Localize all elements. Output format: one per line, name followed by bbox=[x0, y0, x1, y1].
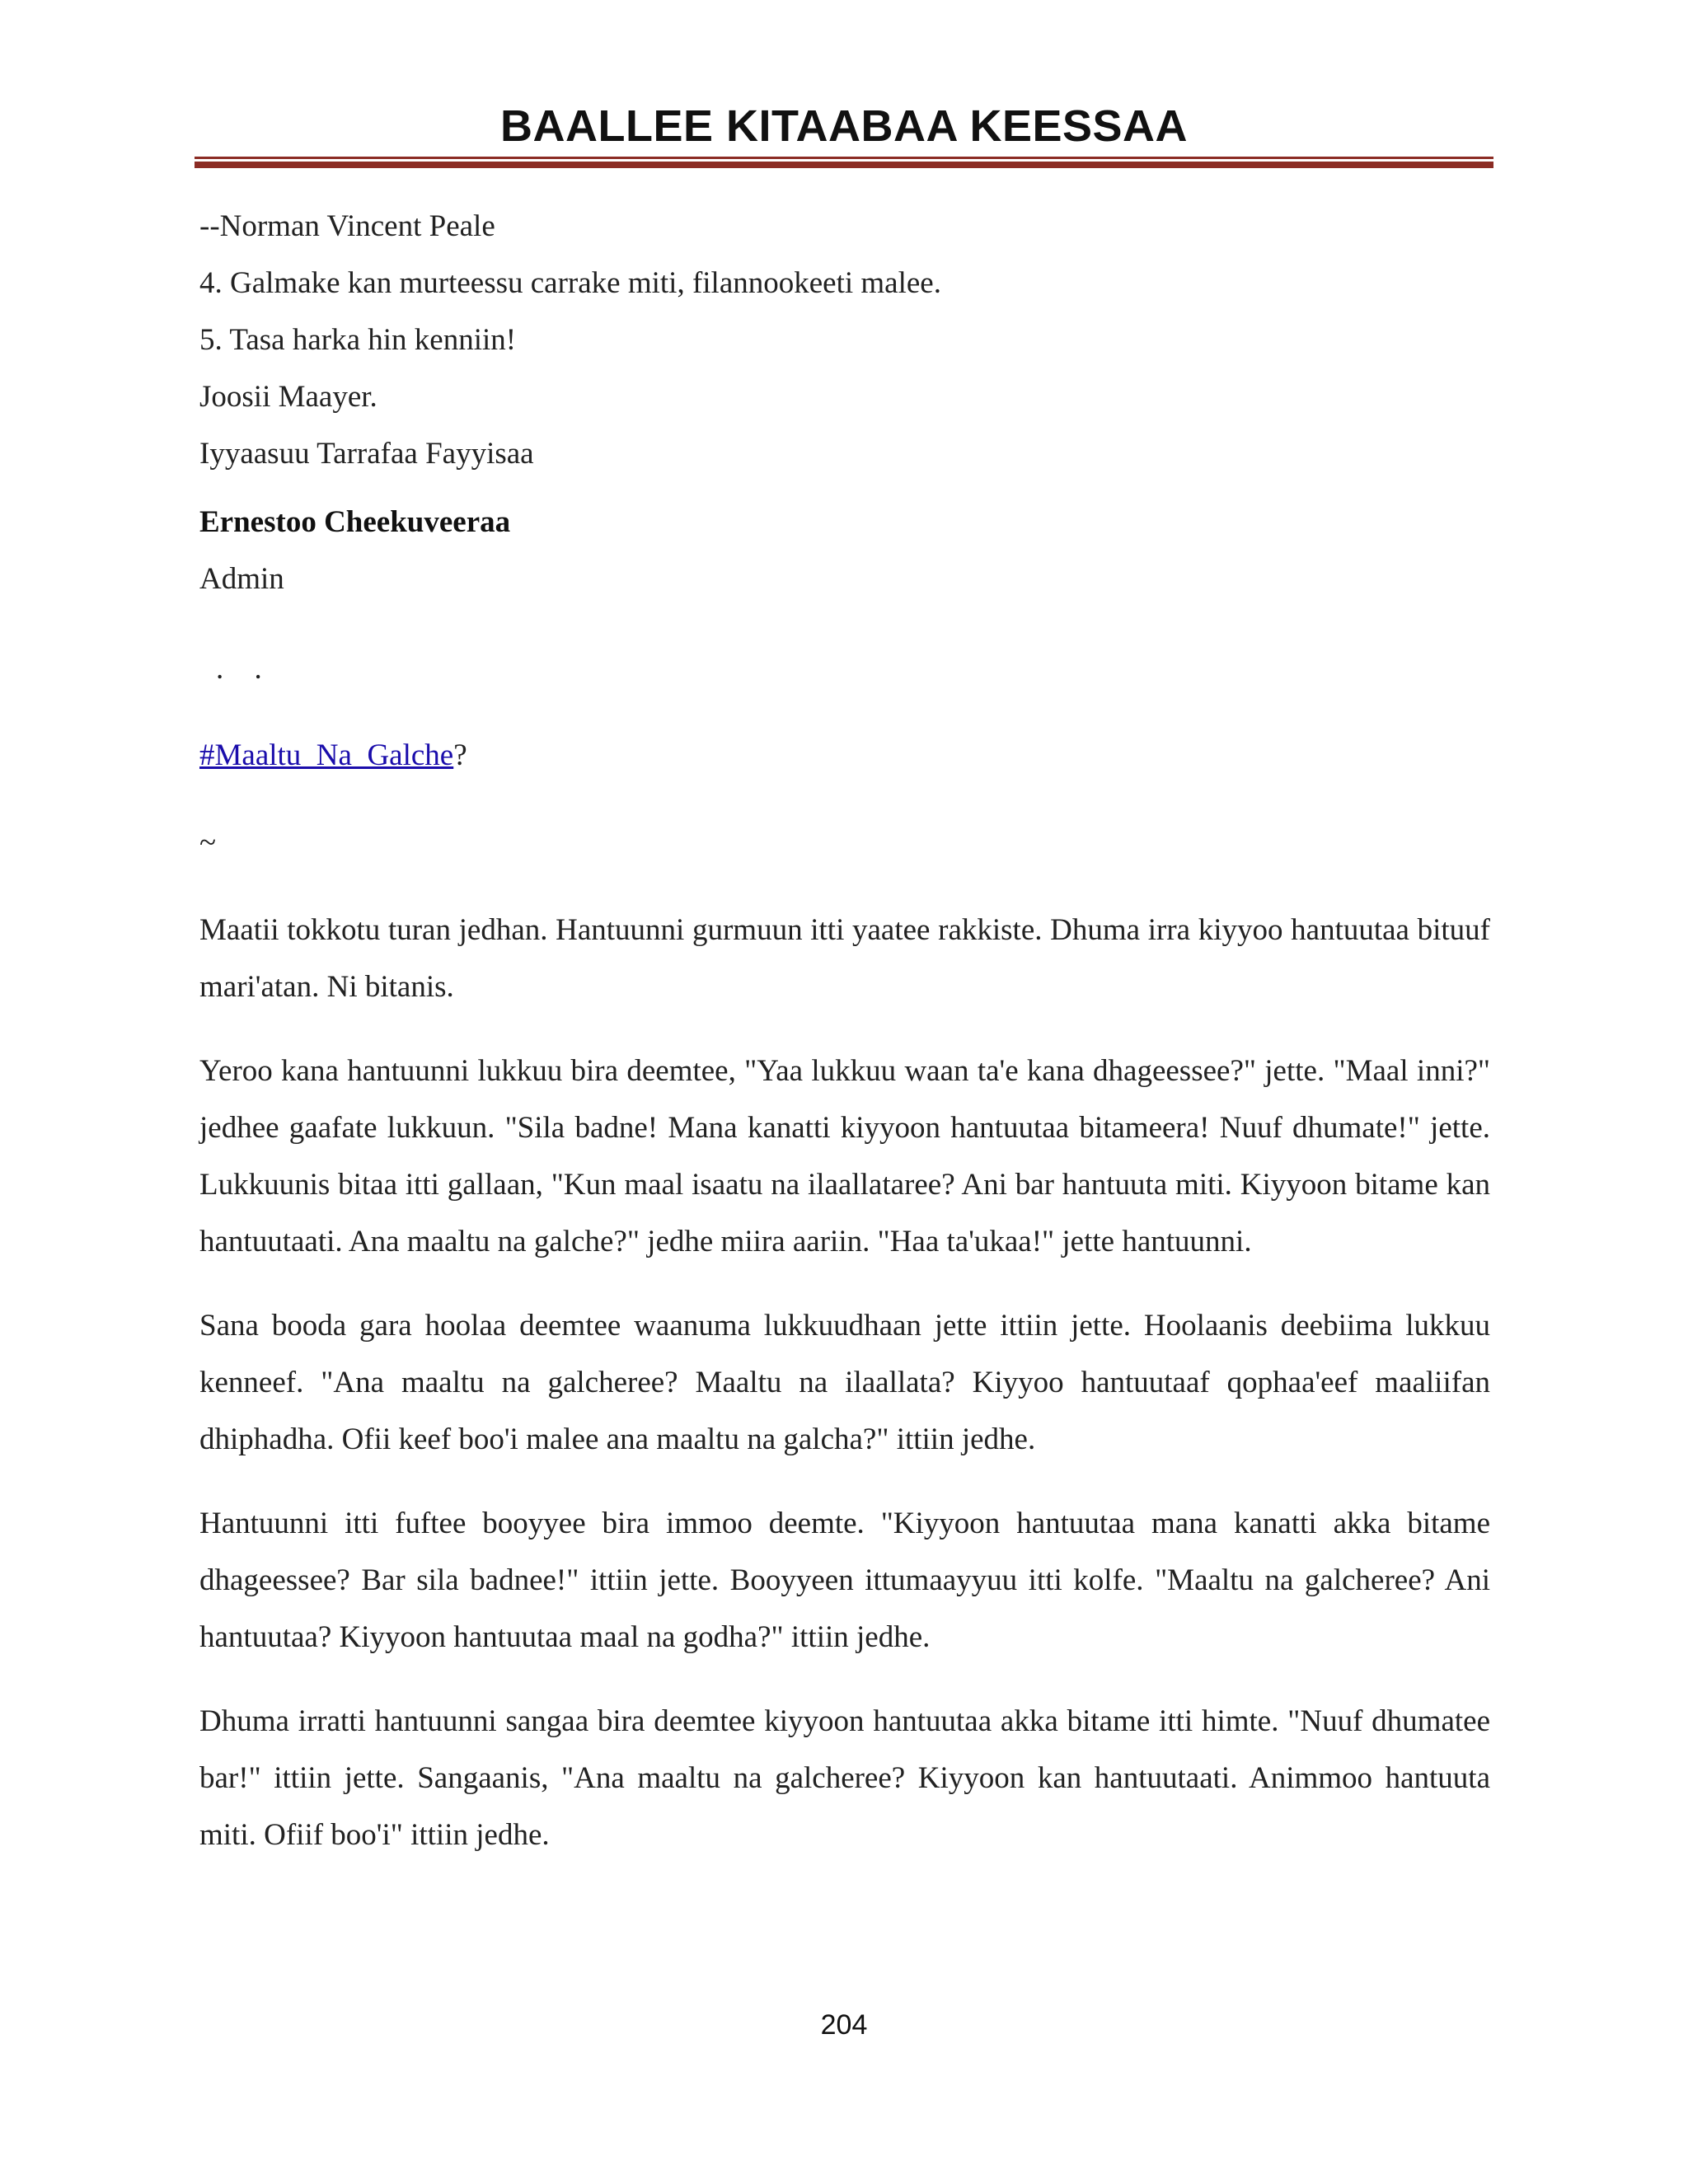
quote-attribution: --Norman Vincent Peale bbox=[199, 209, 495, 243]
page-header bbox=[195, 99, 1493, 168]
tilde-separator: ~ bbox=[199, 826, 217, 860]
page-number: 204 bbox=[820, 2009, 868, 2041]
list-item-5: 5. Tasa harka hin kenniin! bbox=[199, 323, 517, 357]
header-rule-thick bbox=[195, 162, 1493, 168]
page-content bbox=[199, 198, 1490, 1863]
story-paragraph-5: Dhuma irratti hantuunni sangaa bira deemtee kiyyoon hantuutaa akka bitame itti himte. "Nuuf dhumatee bar!" ittiin jette. Sangaanis, "Ana maaltu na galcheree? Kiyyoon kan hantuutaati. Animmoo hantuuta miti. Ofiif boo'i" ittiin jedhe. bbox=[199, 1704, 1490, 1852]
story-paragraph-1: Maatii tokkotu turan jedhan. Hantuunni gurmuun itti yaatee rakkiste. Dhuma irra kiyyoo hantuutaa bituuf mari'atan. Ni bitanis. bbox=[199, 913, 1490, 1004]
hashtag-line bbox=[199, 727, 1490, 784]
header-rule-thin bbox=[195, 157, 1493, 159]
author-role: Admin bbox=[199, 562, 284, 596]
story-paragraph-3: Sana booda gara hoolaa deemtee waanuma lukkuudhaan jette ittiin jette. Hoolaanis deebiima lukkuu kenneef. "Ana maaltu na galcheree? Maaltu na ilaallata? Kiyyoo hantuutaaf qophaa'eef maaliifan dhiphadha. Ofii keef boo'i malee ana maaltu na galcha?" ittiin jedhe. bbox=[199, 1309, 1490, 1456]
story-paragraph-4: Hantuunni itti fuftee booyyee bira immoo deemte. "Kiyyoon hantuutaa mana kanatti akka bitame dhageessee? Bar sila badnee!" ittiin jette. Booyyeen ittumaayyuu itti kolfe. "Maaltu na galcheree? Ani hantuutaa? Kiyyoon hantuutaa maal na godha?" ittiin jedhe. bbox=[199, 1507, 1490, 1654]
header-title: BAALLEE KITAABAA KEESSAA bbox=[499, 101, 1189, 151]
list-item-4: 4. Galmake kan murteessu carrake miti, filannookeeti malee. bbox=[199, 266, 941, 300]
separator-dots: . . bbox=[216, 652, 274, 686]
author-credit: Iyyaasuu Tarrafaa Fayyisaa bbox=[199, 437, 534, 471]
hashtag-link[interactable]: #Maaltu_Na_Galche bbox=[199, 738, 454, 772]
author-name: Ernestoo Cheekuveeraa bbox=[199, 505, 511, 539]
hashtag-suffix: ? bbox=[453, 738, 467, 772]
signature-line: Joosii Maayer. bbox=[199, 380, 377, 414]
story-paragraph-2: Yeroo kana hantuunni lukkuu bira deemtee, "Yaa lukkuu waan ta'e kana dhageessee?" jette. "Maal inni?" jedhee gaafate lukkuun. "Sila badne! Mana kanatti kiyyoon hantuutaa bitameera! Nuuf dhumate!" jette. Lukkuunis bitaa itti gallaan, "Kun maal isaatu na ilaallataree? Ani bar hantuuta miti. Kiyyoon bitame kan hantuutaati. Ana maaltu na galche?" jedhe miira aariin. "Haa ta'ukaa!" jette hantuunni. bbox=[199, 1054, 1490, 1258]
